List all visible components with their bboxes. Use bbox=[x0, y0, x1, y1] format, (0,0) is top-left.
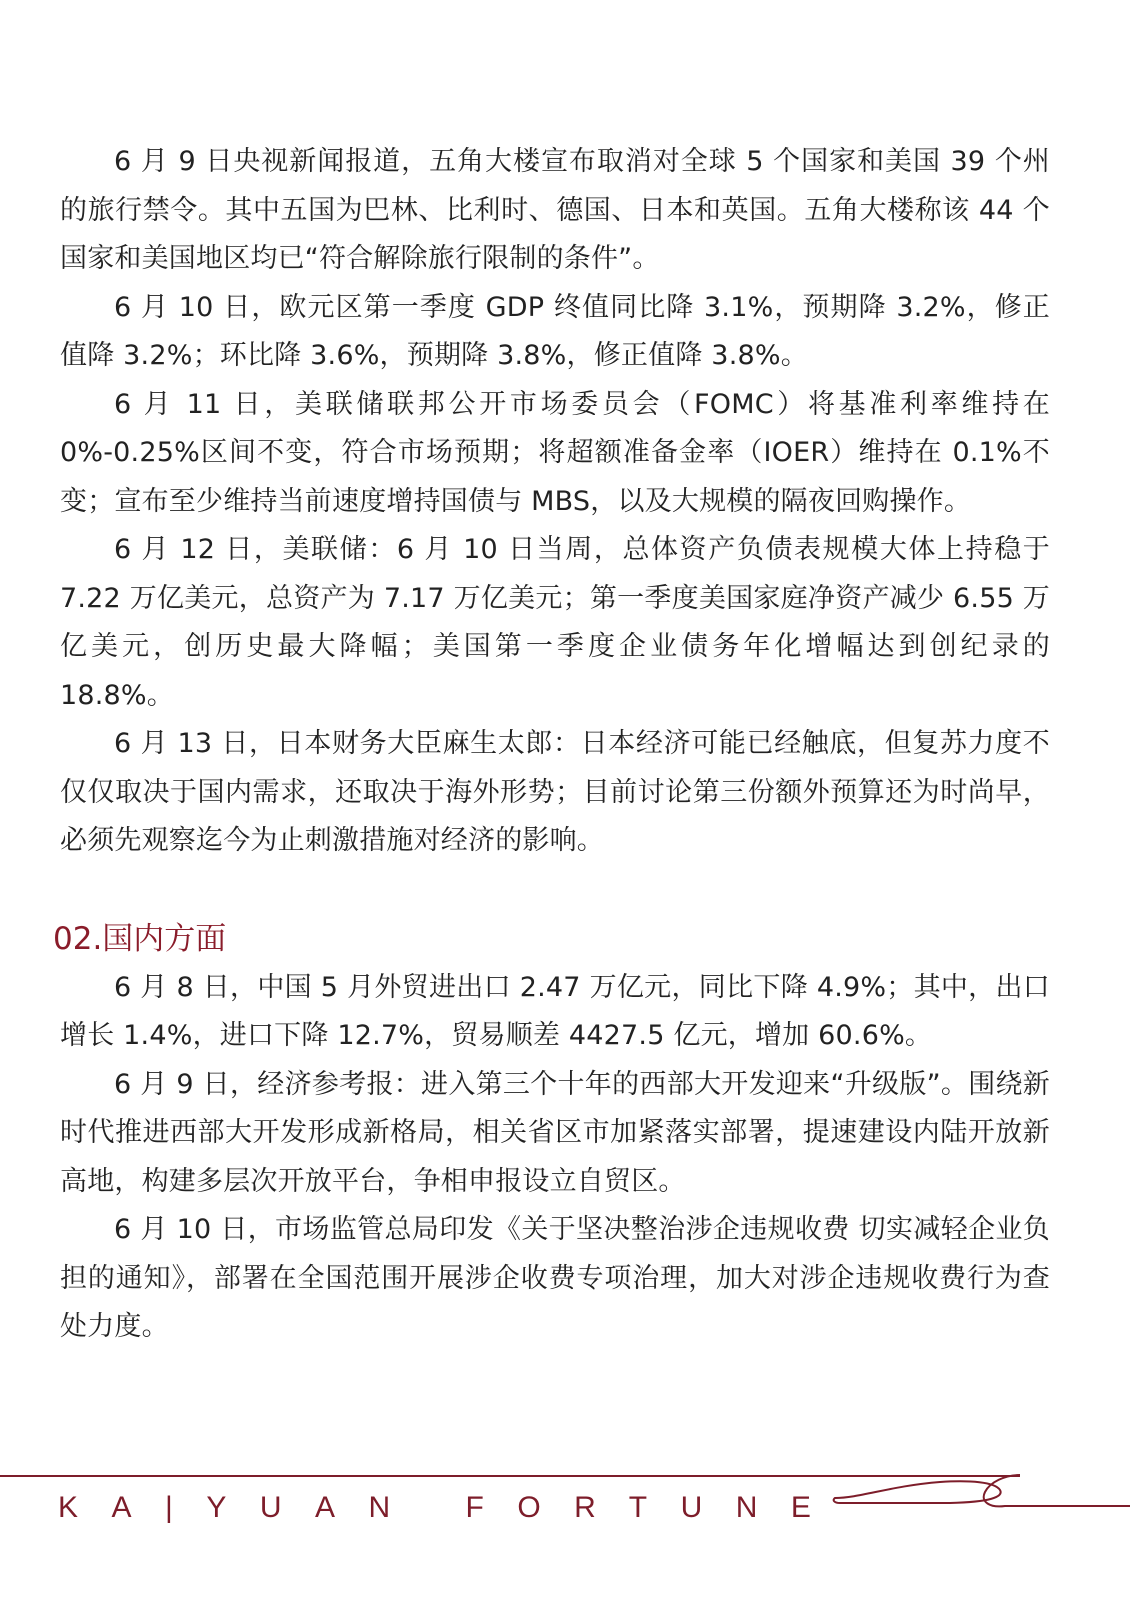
news-paragraph-pentagon-travel: 6 月 9 日央视新闻报道，五角大楼宣布取消对全球 5 个国家和美国 39 个州的旅行禁令。其中五国为巴林、比利时、德国、日本和英国。五角大楼称该 44 个国家和美国地区均已“符合解除旅行限制的条件”。 bbox=[60, 146, 1050, 274]
footer-swirl-icon bbox=[830, 1470, 1130, 1530]
footer-brand-logo: KA|YUAN FORTUNE bbox=[58, 1491, 845, 1524]
news-paragraph-market-regulation: 6 月 10 日，市场监管总局印发《关于坚决整治涉企违规收费 切实减轻企业负担的通知》，部署在全国范围开展涉企收费专项治理，加大对涉企违规收费行为查处力度。 bbox=[60, 1214, 1050, 1342]
news-paragraph-fed-balance-sheet: 6 月 12 日，美联储：6 月 10 日当周，总体资产负债表规模大体上持稳于 7.22 万亿美元，总资产为 7.17 万亿美元；第一季度美国家庭净资产减少 6.55 万亿美元，创历史最大降幅；美国第一季度企业债务年化增幅达到创纪录的 18.8%。 bbox=[60, 534, 1050, 711]
section-heading-domestic: 02.国内方面 bbox=[53, 920, 227, 957]
news-paragraph-japan-finance: 6 月 13 日，日本财务大臣麻生太郎：日本经济可能已经触底，但复苏力度不仅仅取决于国内需求，还取决于海外形势；目前讨论第三份额外预算还为时尚早，必须先观察迄今为止刺激措施对经济的影响。 bbox=[60, 728, 1050, 856]
section-spacer bbox=[60, 866, 1050, 914]
news-paragraph-fomc: 6 月 11 日，美联储联邦公开市场委员会（FOMC）将基准利率维持在 0%-0.25%区间不变，符合市场预期；将超额准备金率（IOER）维持在 0.1%不变；宣布至少维持当前速度增持国债与 MBS，以及大规模的隔夜回购操作。 bbox=[60, 388, 1050, 517]
page-footer bbox=[0, 1470, 1130, 1550]
news-paragraph-china-trade: 6 月 8 日，中国 5 月外贸进出口 2.47 万亿元，同比下降 4.9%；其中，出口增长 1.4%，进口下降 12.7%，贸易顺差 4427.5 亿元，增加 60.6%。 bbox=[60, 971, 1050, 1051]
news-paragraph-western-development: 6 月 9 日，经济参考报：进入第三个十年的西部大开发迎来“升级版”。围绕新时代推进西部大开发形成新格局，相关省区市加紧落实部署，提速建设内陆开放新高地，构建多层次开放平台，争相申报设立自贸区。 bbox=[60, 1068, 1050, 1197]
news-paragraph-eurozone-gdp: 6 月 10 日，欧元区第一季度 GDP 终值同比降 3.1%，预期降 3.2%，修正值降 3.2%；环比降 3.6%，预期降 3.8%，修正值降 3.8%。 bbox=[60, 291, 1050, 371]
document-body bbox=[53, 138, 1050, 1352]
